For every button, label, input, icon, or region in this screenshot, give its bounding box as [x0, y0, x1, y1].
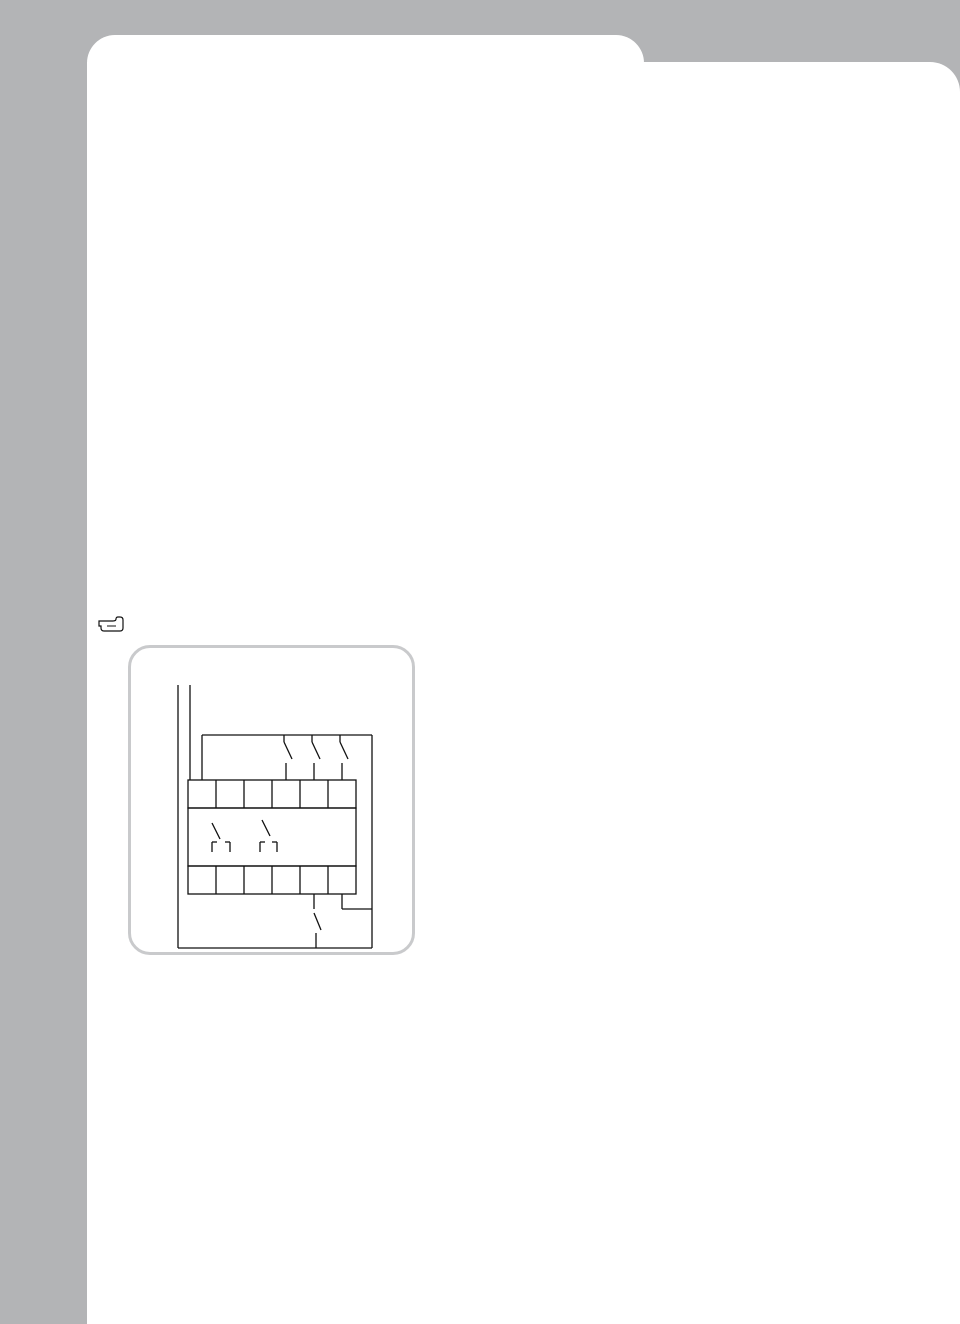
connections-heading — [98, 608, 130, 640]
wiring-diagram — [128, 645, 415, 955]
pointing-hand-icon — [98, 616, 124, 632]
